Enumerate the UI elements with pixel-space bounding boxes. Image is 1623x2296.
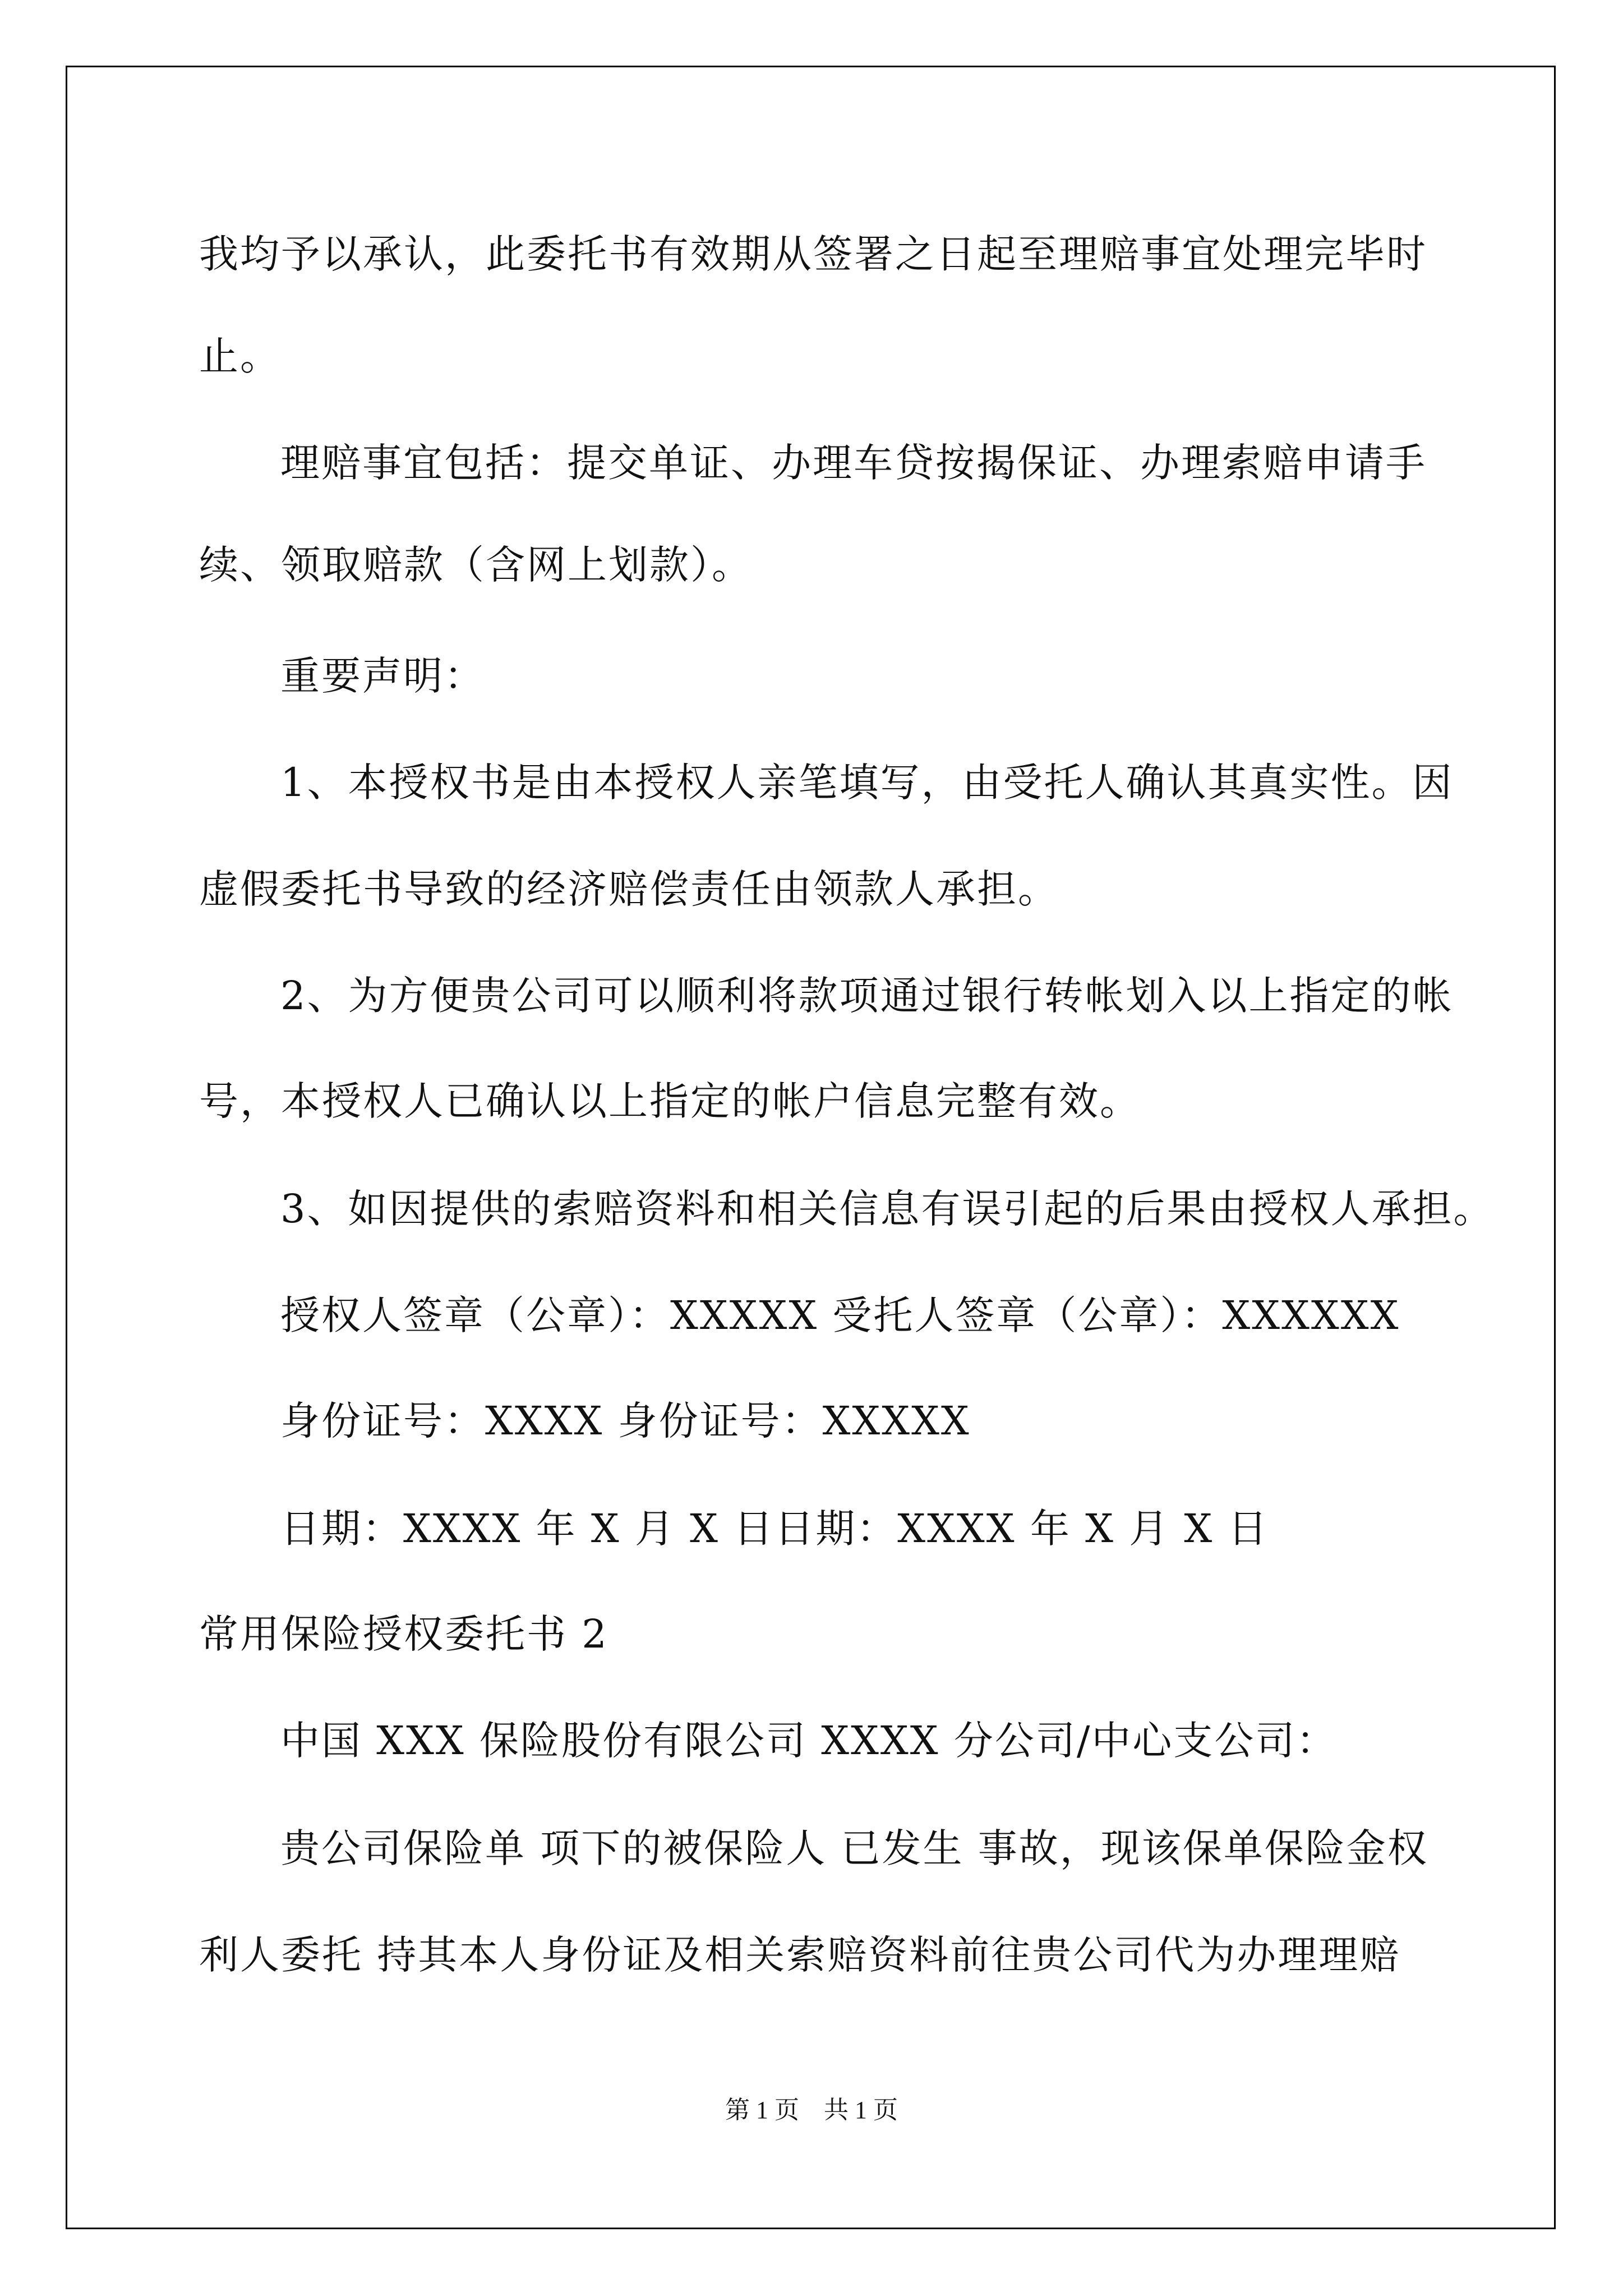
page-footer: 第 1 页 共 1 页 — [725, 2096, 898, 2124]
body-line-12: 身份证号：XXXX 身份证号：XXXXX — [280, 1398, 971, 1444]
section-title: 常用保险授权委托书 2 — [199, 1611, 608, 1657]
body-line-17: 利人委托 持其本人身份证及相关索赔资料前往贵公司代为办理理赔 — [199, 1932, 1401, 1978]
body-line-11: 授权人签章（公章）：XXXXX 受托人签章（公章）：XXXXXX — [280, 1292, 1400, 1338]
body-line-3: 理赔事宜包括：提交单证、办理车贷按揭保证、办理索赔申请手 — [280, 440, 1427, 486]
body-line-7: 虚假委托书导致的经济赔偿责任由领款人承担。 — [199, 866, 1059, 912]
body-line-6: 1、本授权书是由本授权人亲笔填写，由受托人确认其真实性。因 — [280, 760, 1454, 806]
body-line-1: 我均予以承认，此委托书有效期从签署之日起至理赔事宜处理完毕时 — [199, 231, 1427, 277]
body-line-16: 贵公司保险单 项下的被保险人 已发生 事故，现该保单保险金权 — [280, 1825, 1428, 1871]
body-line-4: 续、领取赔款（含网上划款）。 — [199, 542, 753, 588]
body-line-8: 2、为方便贵公司可以顺利将款项通过银行转帐划入以上指定的帐 — [280, 973, 1454, 1019]
body-line-15: 中国 XXX 保险股份有限公司 XXXX 分公司/中心支公司： — [280, 1718, 1338, 1764]
body-line-9: 号，本授权人已确认以上指定的帐户信息完整有效。 — [199, 1078, 1141, 1124]
body-line-2: 止。 — [199, 333, 281, 379]
page-border — [66, 66, 1556, 2229]
body-line-10: 3、如因提供的索赔资料和相关信息有误引起的后果由授权人承担。 — [280, 1186, 1495, 1232]
body-line-5: 重要声明： — [280, 653, 485, 699]
body-line-13: 日期：XXXX 年 X 月 X 日日期：XXXX 年 X 月 X 日 — [280, 1506, 1269, 1552]
